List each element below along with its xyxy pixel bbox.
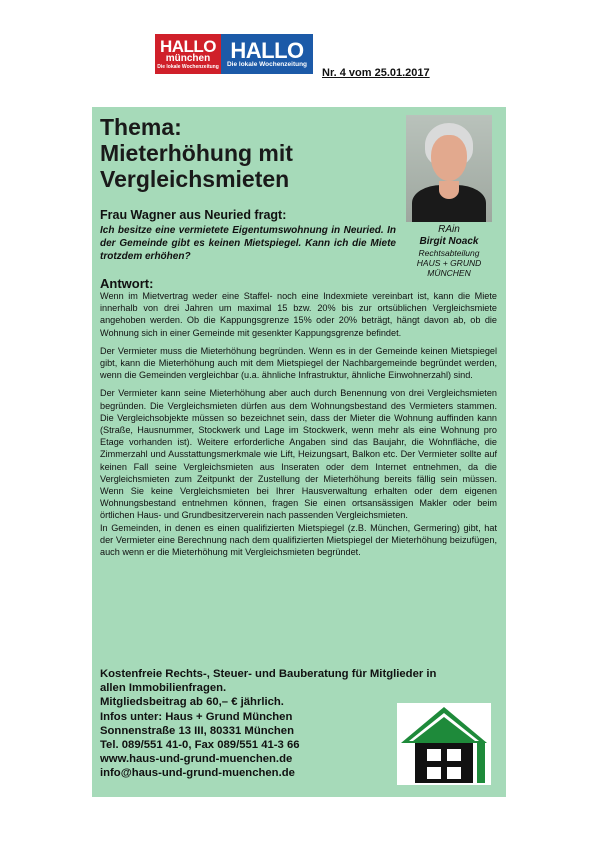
logo2-small: Die lokale Wochenzeitung [226, 61, 308, 68]
logo1-small: Die lokale Wochenzeitung [157, 63, 219, 70]
phone-line: Tel. 089/551 41-0, Fax 089/551 41-3 66 [100, 739, 300, 752]
author-title: RAin [438, 224, 460, 235]
author-caption [406, 224, 492, 278]
publication-logos [155, 34, 313, 74]
answer-paragraph: Der Vermieter kann seine Mieterhöhung aber auch durch Benennung von drei Vergleichsmieten begründen. Die Vergleichsmieten dürfen aus dem Wohnungsbestand des Vermieters stammen. Die Vergleichsobjekte müssen so bezeichnet sein, dass der Mieter die Wohnung auffinden kann (Straße, Hausnummer, Stockwerk und Lage im Stockwerk, wenn mehr als eine Wohnung pro Etage vorhanden ist). Weitere erforderliche Angaben sind das Baujahr, die Wohnfläche, die Zimmerzahl und Ausstattungsmerkmale wie Lift, Heizungsart, Balkon etc. Der Vermieter sollte auf keinen Fall seine Vergleichsmieten aus Inseraten oder dem Internet entnehmen, da die Vergleichsmieten zum Zeitpunkt der Zustellung der Mieterhöhung bereits fällig sein müssen. Wenn Sie keine Vergleichsmieten bei Ihrer Hausverwaltung erhalten oder dem eigenen Wohnungsbestand entnehmen können, fragen Sie einen ortsansässigen Makler oder beim örtlichen Haus- und Grundbesitzerverein nach passenden Vergleichsmieten. [100, 388, 497, 521]
logo1-mid: münchen [165, 52, 211, 64]
title-line: Mieterhöhung mit [100, 140, 293, 166]
info-line: Mitgliedsbeitrag ab 60,– € jährlich. [100, 696, 284, 709]
info-line: Kostenfreie Rechts-, Steuer- und Bauberatung für Mitglieder in [100, 668, 437, 680]
info-line: Infos unter: Haus + Grund München [100, 710, 293, 723]
answer-heading: Antwort: [100, 276, 154, 291]
author-city: MÜNCHEN [427, 268, 471, 278]
author-dept: Rechtsabteilung [418, 248, 480, 258]
answer-paragraph: Der Vermieter muss die Mieterhöhung begründen. Wenn es in der Gemeinde keinen Mietspiegel gibt, kann die Mieterhöhung auch mit dem Mietspiegel der Nachbargemeinde begründet werden, wenn die Gemeinden vergleichbar (u.a. ähnliche Infrastruktur, ähnliche Einwohnerzahl) sind. [100, 345, 497, 381]
article-title [100, 114, 400, 192]
address-line: Sonnenstraße 13 III, 80331 München [100, 724, 294, 737]
email-link[interactable]: info@haus-und-grund-muenchen.de [100, 767, 295, 780]
logo2-big: HALLO [230, 38, 304, 63]
logo1-big: HALLO [159, 36, 217, 56]
title-line: Thema: [100, 114, 182, 140]
haus-und-grund-logo [397, 703, 491, 785]
answer-paragraph: Wenn im Mietvertrag weder eine Staffel- noch eine Indexmiete vereinbart ist, kann die Miete innerhalb von drei Jahren um maximal 15 bzw. 20% bis zur ortsüblichen Vergleichsmiete angehoben werden. Ob die Kappungsgrenze 15% oder 20% beträgt, hängt davon ab, ob die Wohnung sich in einer Gemeinde mit gesenkter Kappungsgrenze befindet. [100, 291, 497, 338]
answer-body [100, 290, 497, 564]
title-line: Vergleichsmieten [100, 166, 290, 192]
author-photo [406, 115, 492, 222]
hallo-muenchen-logo [155, 34, 221, 74]
question-text: Ich besitze eine vermietete Eigentumswohnung in Neuried. In der Gemeinde gibt es keinen Mietspiegel. Kann ich die Miete trotzdem erhöhen? [100, 225, 396, 262]
issue-date: Nr. 4 vom 25.01.2017 [322, 67, 430, 79]
house-icon [397, 703, 491, 785]
question-heading: Frau Wagner aus Neuried fragt: [100, 208, 287, 222]
author-name: Birgit Noack [419, 236, 479, 247]
info-line: allen Immobilienfragen. [100, 682, 227, 695]
website-link[interactable]: www.haus-und-grund-muenchen.de [100, 753, 293, 766]
answer-paragraph: In Gemeinden, in denen es einen qualifizierten Mietspiegel (z.B. München, Germering) gibt, hat der Vermieter eine Berechnung nach dem qualifizierten Mietspiegel der Mieterhöhung beizufügen, auch wenn er die Mieterhöhung mit Vergleichsmieten begründet. [100, 522, 497, 558]
hallo-logo [221, 34, 313, 74]
author-org: HAUS + GRUND [416, 258, 482, 268]
